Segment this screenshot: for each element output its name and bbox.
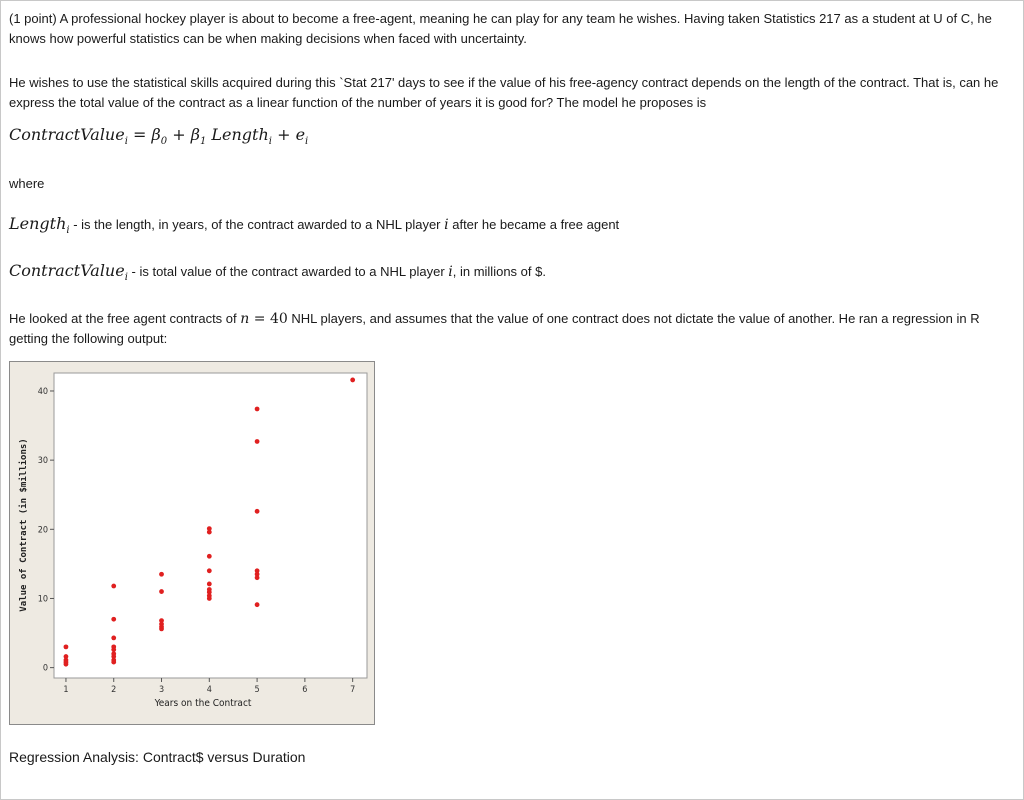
length-definition: Length$_i$ - is the length, in years, of the contract awarded to a NHL player i after he became a free agent <box>9 214 620 237</box>
intro-paragraph <box>9 9 1013 49</box>
data-point <box>159 626 164 631</box>
y-tick-label: 10 <box>37 594 48 605</box>
regression-caption: Regression Analysis: Contract$ versus Duration <box>9 748 306 765</box>
data-point <box>159 589 164 594</box>
x-tick-label: 4 <box>206 684 212 695</box>
y-tick-label: 30 <box>37 455 48 466</box>
x-tick-label: 7 <box>350 684 356 695</box>
x-tick-label: 2 <box>111 684 117 695</box>
where-label: where <box>9 176 45 192</box>
intro-text: A professional hockey player is about to become a free-agent, meaning he can play for any team he wishes. Having taken Statistics 217 as a student at U of C, he knows how powerful statistics can be when making decisions when faced with uncertainty. <box>9 11 992 46</box>
data-point <box>350 377 355 382</box>
data-point <box>207 529 212 534</box>
data-point <box>111 659 116 664</box>
data-point <box>207 568 212 573</box>
data-point <box>255 508 260 513</box>
data-point <box>111 647 116 652</box>
x-tick-label: 3 <box>158 684 165 695</box>
data-point <box>111 583 116 588</box>
y-tick-label: 40 <box>37 386 48 397</box>
x-tick-label: 6 <box>302 684 308 695</box>
value-definition: ContractValue$_i$ - is total value of the contract awarded to a NHL player i, in millions of $. <box>9 261 546 284</box>
data-point <box>111 635 116 640</box>
data-point <box>207 581 212 586</box>
y-tick-label: 0 <box>42 663 48 674</box>
x-tick-label: 1 <box>63 684 69 695</box>
x-axis-label: Years on the Contract <box>154 697 252 709</box>
data-paragraph: He looked at the free agent contracts of n = 40 NHL players, and assumes that the value of one contract does not dictate the value of another. He ran a regression in R getting the following output: <box>9 310 980 346</box>
points-label: (1 point) <box>9 11 57 26</box>
x-tick-label: 5 <box>254 684 260 695</box>
scatter-plot-figure <box>9 361 375 725</box>
data-point <box>255 406 260 411</box>
model-equation: ContractValue$_i$ = $\beta_0 + \beta_1$ Length$_i$ + $e_i$ <box>9 125 309 148</box>
data-point <box>64 661 69 666</box>
data-point <box>64 644 69 649</box>
data-point <box>255 575 260 580</box>
data-point <box>207 596 212 601</box>
data-point <box>159 571 164 576</box>
problem-content <box>1 1 1023 767</box>
data-point <box>255 602 260 607</box>
y-tick-label: 20 <box>37 524 48 535</box>
data-point <box>255 439 260 444</box>
y-axis-label: Value of Contract (in $millions) <box>19 437 29 612</box>
plot-area <box>54 373 367 678</box>
data-point <box>207 553 212 558</box>
data-point <box>111 616 116 621</box>
model-paragraph: He wishes to use the statistical skills acquired during this `Stat 217' days to see if the value of his free-agency contract depends on the length of the contract. That is, can he express the total value of the contract as a linear function of the number of years it is good for? The model he proposes is <box>9 75 999 110</box>
scatter-plot <box>10 362 376 726</box>
